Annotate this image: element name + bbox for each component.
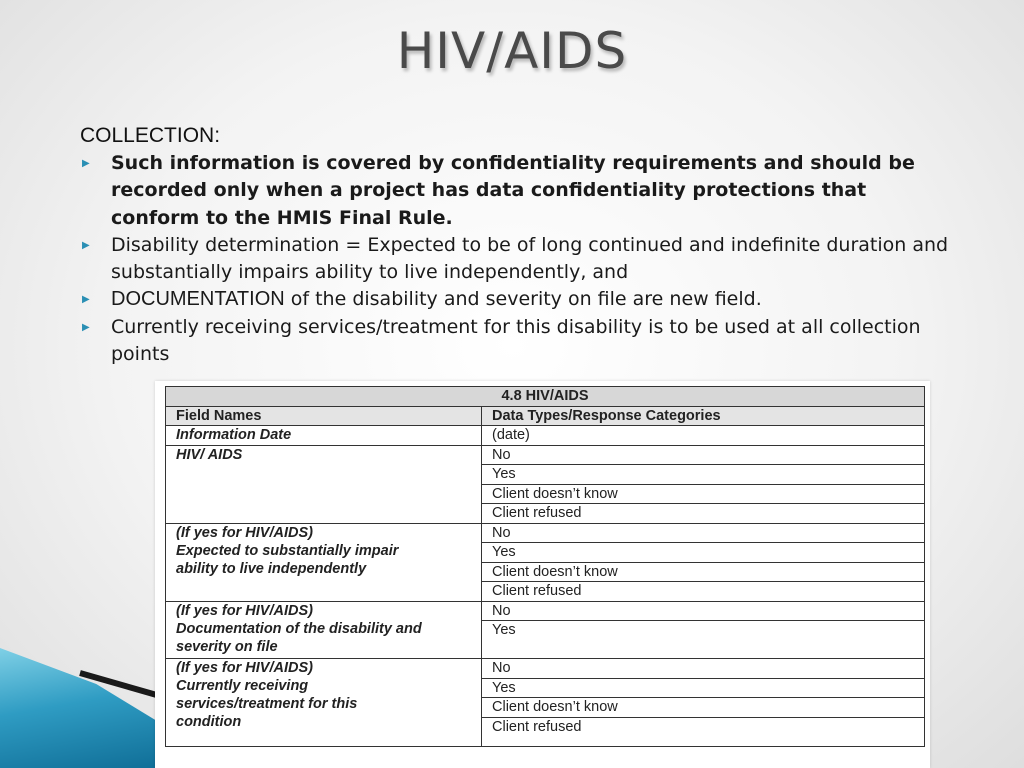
value-cell: Client refused [482, 717, 925, 746]
bullet-text: of the disability and severity on file are new field. [284, 288, 762, 311]
field-name-cell [166, 523, 482, 601]
table-row [166, 523, 925, 543]
field-name-line: ability to live independently [176, 560, 367, 577]
value-cell: No [482, 659, 925, 679]
field-name-line: Expected to substantially impair [176, 542, 399, 559]
bullet-text: Currently receiving services/treatment for this disability is to be used at all collection points [111, 315, 921, 366]
field-name-line: HIV/ AIDS [176, 446, 243, 463]
bullet-item [80, 150, 960, 232]
value-cell: (date) [482, 426, 925, 446]
bullet-term: DOCUMENTATION [111, 288, 285, 311]
decorative-wave [0, 648, 175, 768]
value-cell: Client refused [482, 504, 925, 524]
field-name-line: services/treatment for this [176, 696, 358, 712]
value-cell: Yes [482, 678, 925, 698]
bullet-item [80, 314, 960, 369]
collection-heading-text: COLLECTION [80, 124, 215, 147]
value-cell: Yes [482, 543, 925, 563]
field-name-line: (If yes for HIV/AIDS) [176, 524, 313, 541]
value-cell: No [482, 445, 925, 465]
value-cell: Yes [482, 621, 925, 659]
value-cell: Client doesn’t know [482, 484, 925, 504]
bullet-text: Such information is covered by confidentiality requirements and should be recorded only when a project has data confidentiality protections that conform to the HMIS Final Rule. [111, 152, 915, 229]
table-row [166, 426, 925, 446]
bullet-list [80, 150, 960, 368]
collection-heading-colon: : [214, 124, 221, 147]
value-cell: Client doesn’t know [482, 562, 925, 582]
field-name-line: Documentation of the disability and [176, 620, 422, 637]
collection-heading [80, 122, 960, 150]
table-row [166, 445, 925, 465]
field-name-line: severity on file [176, 638, 278, 655]
field-name-line: (If yes for HIV/AIDS) [176, 602, 313, 619]
bullet-text: Disability determination = Expected to be of long continued and indefinite duration and substantially impairs ability to live independently, and [111, 233, 949, 284]
field-name-cell [166, 445, 482, 523]
triangle-bullet-icon: ▶ [82, 294, 90, 306]
field-name-line: condition [176, 714, 242, 730]
triangle-bullet-icon: ▶ [82, 158, 90, 169]
table-caption: 4.8 HIV/AIDS [166, 387, 925, 407]
value-cell: Client doesn’t know [482, 698, 925, 718]
value-cell: No [482, 601, 925, 621]
table-row [166, 659, 925, 679]
table-row [166, 601, 925, 621]
value-cell: Yes [482, 465, 925, 485]
triangle-bullet-icon: ▶ [82, 321, 90, 333]
hiv-aids-table [165, 386, 925, 747]
slide-content [80, 122, 960, 368]
slide-title: HIV/AIDS [396, 22, 628, 80]
field-name-line: Currently receiving [176, 678, 309, 694]
column-header-data-types: Data Types/Response Categories [482, 406, 925, 426]
field-name-cell [166, 426, 482, 446]
bullet-item [80, 232, 960, 287]
field-name-cell [166, 659, 482, 747]
value-cell: Client refused [482, 582, 925, 602]
bullet-item [80, 286, 960, 313]
field-name-line: (If yes for HIV/AIDS) [176, 660, 313, 676]
field-name-cell [166, 601, 482, 659]
column-header-field-names: Field Names [166, 406, 482, 426]
triangle-bullet-icon: ▶ [82, 239, 90, 251]
field-name-line: Information Date [176, 427, 292, 443]
value-cell: No [482, 523, 925, 543]
table-image [155, 381, 930, 768]
